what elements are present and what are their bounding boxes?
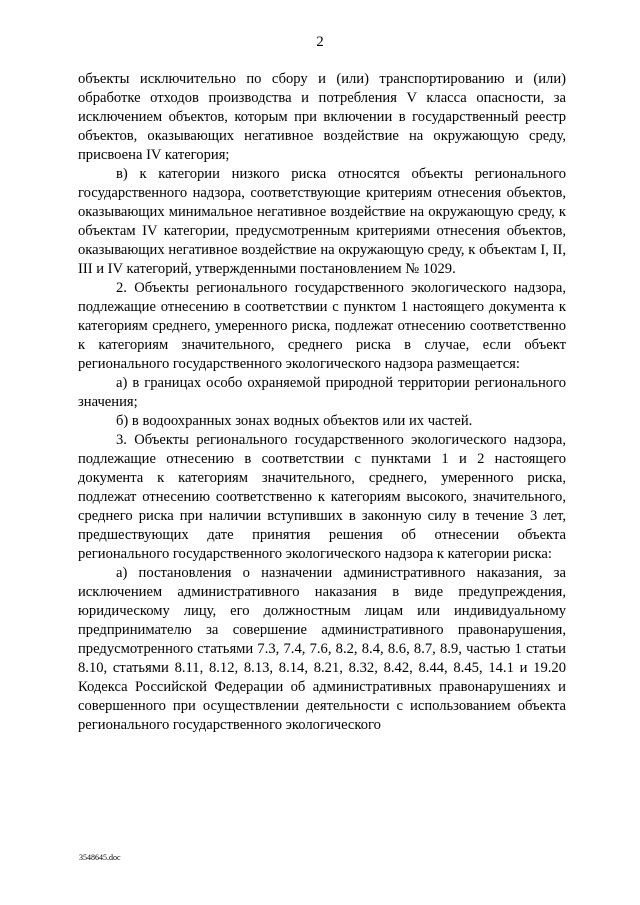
paragraph-continuation: объекты исключительно по сбору и (или) транспортированию и (или) обработке отходов производства и потребления V класса опасности, за исключением объектов, которым при включении в государственный реестр объектов, оказывающих негативное воздействие на окружающую среду, присвоена IV категория; [78, 71, 566, 163]
paragraph-item-2b: б) в водоохранных зонах водных объектов или их частей. [116, 413, 473, 429]
document-file-code: 3548645.doc [79, 853, 121, 862]
paragraph-item-2a: а) в границах особо охраняемой природной территории регионального значения; [78, 375, 566, 410]
paragraph-item-3: 3. Объекты регионального государственного экологического надзора, подлежащие отнесению в соответствии с пунктами 1 и 2 настоящего документа к категориям значительного, среднего, умеренного риска, подлежат отнесению соответственно к категориям высокого, значительного, среднего риска при наличии вступивших в законную силу в течение 3 лет, предшествующих дате принятия решения об отнесении объекта регионального государственного экологического надзора к категории риска: [78, 432, 566, 562]
paragraph-item-3a: а) постановления о назначении административного наказания, за исключением административного наказания в виде предупреждения, юридическому лицу, его должностным лицам или индивидуальному предпринимателю за совершение административного правонарушения, предусмотренного статьями 7.3, 7.4, 7.6, 8.2, 8.4, 8.6, 8.7, 8.9, частью 1 статьи 8.10, статьями 8.11, 8.12, 8.13, 8.14, 8.21, 8.32, 8.42, 8.44, 8.45, 14.1 и 19.20 Кодекса Российской Федерации об административных правонарушениях и совершенного при осуществлении деятельности с использованием объекта регионального государственного экологического [78, 565, 566, 733]
document-body [78, 70, 566, 735]
paragraph-low-risk: в) к категории низкого риска относятся объекты регионального государственного надзора, соответствующие критериям отнесения объектов, оказывающих минимальное негативное воздействие на окружающую среду, к объектам IV категории, предусмотренным критериями отнесения объектов, оказывающих негативное воздействие на окружающую среду, к объектам I, II, III и IV категорий, утвержденными постановлением № 1029. [78, 166, 566, 277]
paragraph-item-2: 2. Объекты регионального государственного экологического надзора, подлежащие отнесению в соответствии с пунктом 1 настоящего документа к категориям среднего, умеренного риска, подлежат отнесению соответственно к категориям значительного, среднего риска в случае, если объект регионального государственного экологического надзора размещается: [78, 280, 566, 372]
page-number: 2 [316, 34, 324, 50]
